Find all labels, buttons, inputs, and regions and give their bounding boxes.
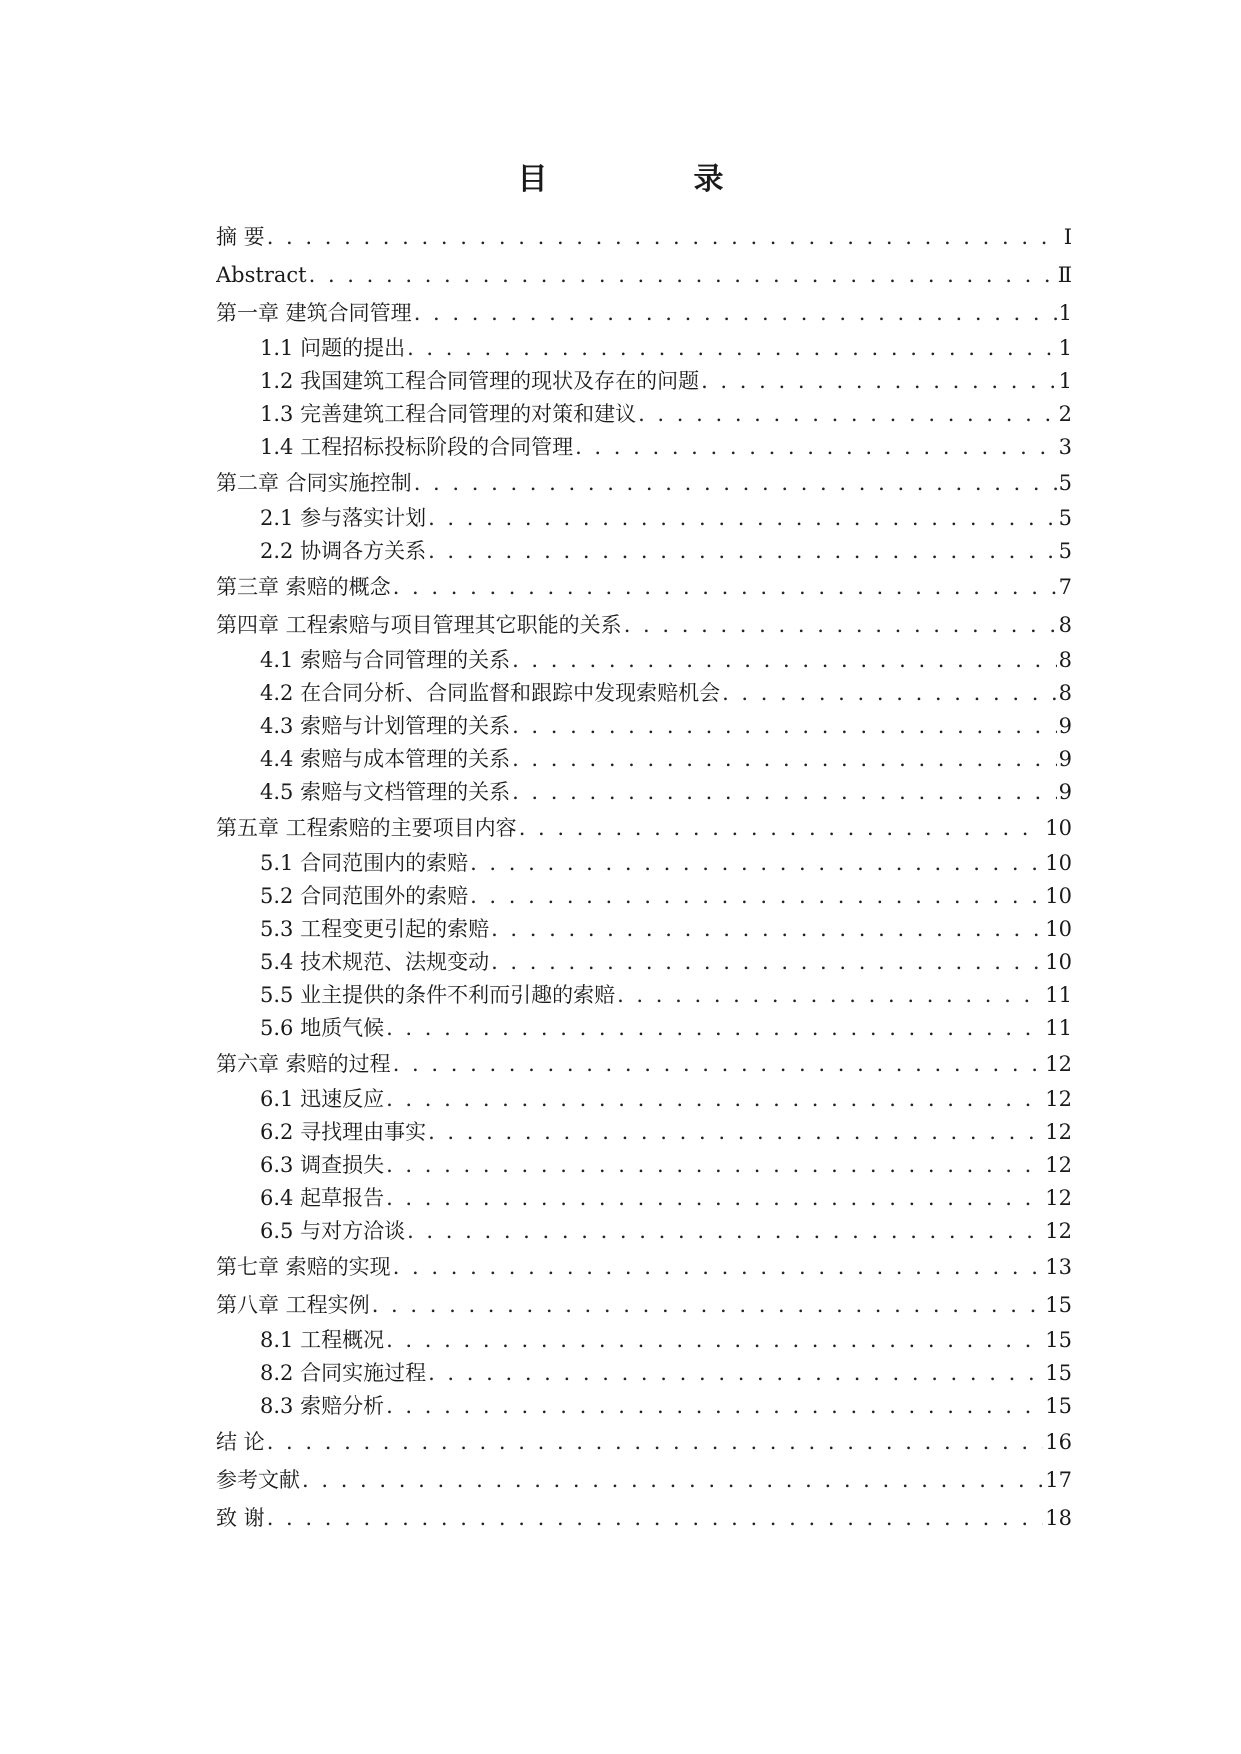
toc-entry[interactable]	[216, 464, 1072, 502]
toc-leader-dots	[393, 1248, 1044, 1286]
toc-entry-page-number: 18	[1045, 1506, 1072, 1530]
toc-entry[interactable]	[216, 502, 1072, 535]
toc-leader-dots	[386, 1083, 1043, 1116]
toc-entry[interactable]	[216, 1390, 1072, 1423]
toc-leader-dots	[386, 1012, 1043, 1045]
toc-leader-dots	[407, 1215, 1043, 1248]
toc-entry-text: Abstract	[216, 263, 307, 287]
toc-entry-page-number: 10	[1045, 950, 1072, 974]
toc-leader-dots	[386, 1182, 1043, 1215]
toc-entry-text: 4.5 索赔与文档管理的关系	[260, 780, 511, 804]
toc-entry-text: 第六章 索赔的过程	[216, 1052, 391, 1076]
toc-entry-text: 8.2 合同实施过程	[260, 1361, 427, 1385]
toc-leader-dots	[393, 1045, 1044, 1083]
toc-entry-text: 致 谢	[216, 1506, 265, 1530]
toc-entry-text: 5.2 合同范围外的索赔	[260, 884, 469, 908]
toc-leader-dots	[722, 677, 1057, 710]
toc-leader-dots	[701, 365, 1057, 398]
toc-entry[interactable]	[216, 979, 1072, 1012]
toc-entry-text: 2.1 参与落实计划	[260, 506, 427, 530]
toc-entry[interactable]	[216, 1461, 1072, 1499]
toc-entry-page-number: 8	[1058, 681, 1072, 705]
toc-entry[interactable]	[216, 398, 1072, 431]
toc-entry-page-number: 10	[1045, 884, 1072, 908]
toc-entry-page-number: 9	[1058, 747, 1072, 771]
toc-entry[interactable]	[216, 332, 1072, 365]
toc-entry-page-number: 3	[1058, 435, 1072, 459]
toc-leader-dots	[372, 1286, 1044, 1324]
toc-entry-text: 第七章 索赔的实现	[216, 1255, 391, 1279]
toc-entry-page-number: 9	[1058, 780, 1072, 804]
toc-entry-page-number: Ⅰ	[1063, 225, 1072, 249]
toc-entry-page-number: 17	[1045, 1468, 1072, 1492]
toc-entry-page-number: 10	[1045, 816, 1072, 840]
toc-leader-dots	[428, 535, 1057, 568]
toc-leader-dots	[491, 946, 1043, 979]
toc-entry-text: 第二章 合同实施控制	[216, 471, 412, 495]
toc-entry-text: 1.4 工程招标投标阶段的合同管理	[260, 435, 574, 459]
toc-leader-dots	[470, 847, 1043, 880]
toc-entry-text: 4.1 索赔与合同管理的关系	[260, 648, 511, 672]
toc-entry[interactable]	[216, 677, 1072, 710]
toc-leader-dots	[428, 1357, 1043, 1390]
toc-leader-dots	[519, 809, 1044, 847]
toc-entry-page-number: 15	[1045, 1361, 1072, 1385]
toc-entry-page-number: 11	[1045, 1016, 1072, 1040]
toc-entry-text: 6.5 与对方洽谈	[260, 1219, 406, 1243]
toc-entry-page-number: 9	[1058, 714, 1072, 738]
toc-entry[interactable]	[216, 568, 1072, 606]
toc-entry-text: 4.4 索赔与成本管理的关系	[260, 747, 511, 771]
toc-entry-page-number: 1	[1058, 336, 1072, 360]
toc-entry-page-number: 16	[1045, 1430, 1072, 1454]
toc-entry-text: 参考文献	[216, 1468, 300, 1492]
toc-entry[interactable]	[216, 1357, 1072, 1390]
toc-entry-text: 1.2 我国建筑工程合同管理的现状及存在的问题	[260, 369, 700, 393]
toc-entry-text: 6.1 迅速反应	[260, 1087, 385, 1111]
toc-entry-page-number: 7	[1058, 575, 1072, 599]
toc-entry-page-number: 15	[1045, 1293, 1072, 1317]
toc-leader-dots	[407, 332, 1057, 365]
toc-entry[interactable]	[216, 809, 1072, 847]
toc-entry-text: 8.1 工程概况	[260, 1328, 385, 1352]
toc-entry-text: 5.4 技术规范、法规变动	[260, 950, 490, 974]
toc-entry[interactable]	[216, 535, 1072, 568]
toc-entry-page-number: 8	[1058, 613, 1072, 637]
toc-entry[interactable]	[216, 880, 1072, 913]
toc-leader-dots	[617, 979, 1043, 1012]
toc-entry-page-number: 8	[1058, 648, 1072, 672]
toc-entry-text: 5.1 合同范围内的索赔	[260, 851, 469, 875]
toc-leader-dots	[309, 256, 1056, 294]
toc-entry[interactable]	[216, 1499, 1072, 1537]
toc-title: 目 录	[517, 162, 782, 197]
toc-entry-text: 1.3 完善建筑工程合同管理的对策和建议	[260, 402, 637, 426]
toc-leader-dots	[624, 606, 1057, 644]
toc-leader-dots	[575, 431, 1057, 464]
toc-leader-dots	[512, 710, 1057, 743]
toc-entry[interactable]	[216, 431, 1072, 464]
toc-entry-text: 6.2 寻找理由事实	[260, 1120, 427, 1144]
toc-leader-dots	[267, 1423, 1044, 1461]
toc-entry-text: 4.3 索赔与计划管理的关系	[260, 714, 511, 738]
toc-entry-text: 5.6 地质气候	[260, 1016, 385, 1040]
toc-leader-dots	[638, 398, 1057, 431]
toc-entry-page-number: 5	[1058, 506, 1072, 530]
toc-entry-text: 6.4 起草报告	[260, 1186, 385, 1210]
toc-leader-dots	[267, 218, 1058, 256]
toc-entry[interactable]	[216, 606, 1072, 644]
toc-entry-page-number: 15	[1045, 1328, 1072, 1352]
toc-entry-text: 第五章 工程索赔的主要项目内容	[216, 816, 517, 840]
toc-leader-dots	[386, 1149, 1043, 1182]
toc-entry-text: 第三章 索赔的概念	[216, 575, 391, 599]
toc-entry-page-number: 13	[1045, 1255, 1072, 1279]
toc-entry[interactable]	[216, 1248, 1072, 1286]
toc-entry[interactable]	[216, 218, 1072, 256]
toc-leader-dots	[428, 1116, 1043, 1149]
toc-entry-text: 6.3 调查损失	[260, 1153, 385, 1177]
toc-entry[interactable]	[216, 1286, 1072, 1324]
toc-entry-text: 1.1 问题的提出	[260, 336, 406, 360]
toc-entry-page-number: 2	[1058, 402, 1072, 426]
toc-entry[interactable]	[216, 847, 1072, 880]
toc-entry-text: 5.5 业主提供的条件不利而引趣的索赔	[260, 983, 616, 1007]
toc-entry-page-number: 11	[1045, 983, 1072, 1007]
toc-leader-dots	[428, 502, 1057, 535]
toc-entry-text: 8.3 索赔分析	[260, 1394, 385, 1418]
toc-entry[interactable]	[216, 1116, 1072, 1149]
toc-entry-page-number: 10	[1045, 851, 1072, 875]
toc-entry[interactable]	[216, 365, 1072, 398]
toc-entry[interactable]	[216, 743, 1072, 776]
toc-entry[interactable]	[216, 1215, 1072, 1248]
toc-leader-dots	[386, 1324, 1043, 1357]
toc-entry[interactable]	[216, 256, 1072, 294]
toc-entry-page-number: 12	[1045, 1219, 1072, 1243]
toc-leader-dots	[512, 776, 1057, 809]
toc-entry[interactable]	[216, 913, 1072, 946]
toc-leader-dots	[302, 1461, 1043, 1499]
toc-entry-text: 第四章 工程索赔与项目管理其它职能的关系	[216, 613, 622, 637]
toc-entry-text: 摘 要	[216, 225, 265, 249]
toc-entry-page-number: 15	[1045, 1394, 1072, 1418]
toc-entry[interactable]	[216, 946, 1072, 979]
toc-entry-text: 结 论	[216, 1430, 265, 1454]
toc-entry[interactable]	[216, 776, 1072, 809]
toc-entry[interactable]	[216, 1083, 1072, 1116]
toc-entry-page-number: 12	[1045, 1052, 1072, 1076]
toc-entry-page-number: Ⅱ	[1057, 263, 1072, 287]
toc-leader-dots	[512, 644, 1057, 677]
toc-entry-page-number: 12	[1045, 1120, 1072, 1144]
toc-entry-text: 第八章 工程实例	[216, 1293, 370, 1317]
toc-entry-text: 第一章 建筑合同管理	[216, 301, 412, 325]
toc-leader-dots	[393, 568, 1057, 606]
toc-entry-text: 5.3 工程变更引起的索赔	[260, 917, 490, 941]
toc-entry[interactable]	[216, 1149, 1072, 1182]
toc-entry-page-number: 5	[1058, 539, 1072, 563]
toc-leader-dots	[491, 913, 1043, 946]
toc-leader-dots	[414, 294, 1057, 332]
toc-leader-dots	[414, 464, 1057, 502]
toc-entry-page-number: 12	[1045, 1186, 1072, 1210]
toc-entry-page-number: 1	[1058, 301, 1072, 325]
toc-entry-page-number: 1	[1058, 369, 1072, 393]
toc-leader-dots	[386, 1390, 1043, 1423]
toc-entry[interactable]	[216, 1324, 1072, 1357]
toc-entry-page-number: 10	[1045, 917, 1072, 941]
toc-leader-dots	[470, 880, 1043, 913]
toc-entry[interactable]	[216, 644, 1072, 677]
toc-entry-page-number: 12	[1045, 1153, 1072, 1177]
toc-entry[interactable]	[216, 1045, 1072, 1083]
toc-entry[interactable]	[216, 1423, 1072, 1461]
toc-leader-dots	[512, 743, 1057, 776]
toc-entry[interactable]	[216, 294, 1072, 332]
toc-entry-text: 4.2 在合同分析、合同监督和跟踪中发现索赔机会	[260, 681, 721, 705]
toc-leader-dots	[267, 1499, 1044, 1537]
toc-entry[interactable]	[216, 1012, 1072, 1045]
toc-entry-page-number: 12	[1045, 1087, 1072, 1111]
toc-entry-page-number: 5	[1058, 471, 1072, 495]
toc-entry-text: 2.2 协调各方关系	[260, 539, 427, 563]
toc-entry[interactable]	[216, 710, 1072, 743]
toc-list	[216, 218, 1072, 1537]
toc-entry[interactable]	[216, 1182, 1072, 1215]
